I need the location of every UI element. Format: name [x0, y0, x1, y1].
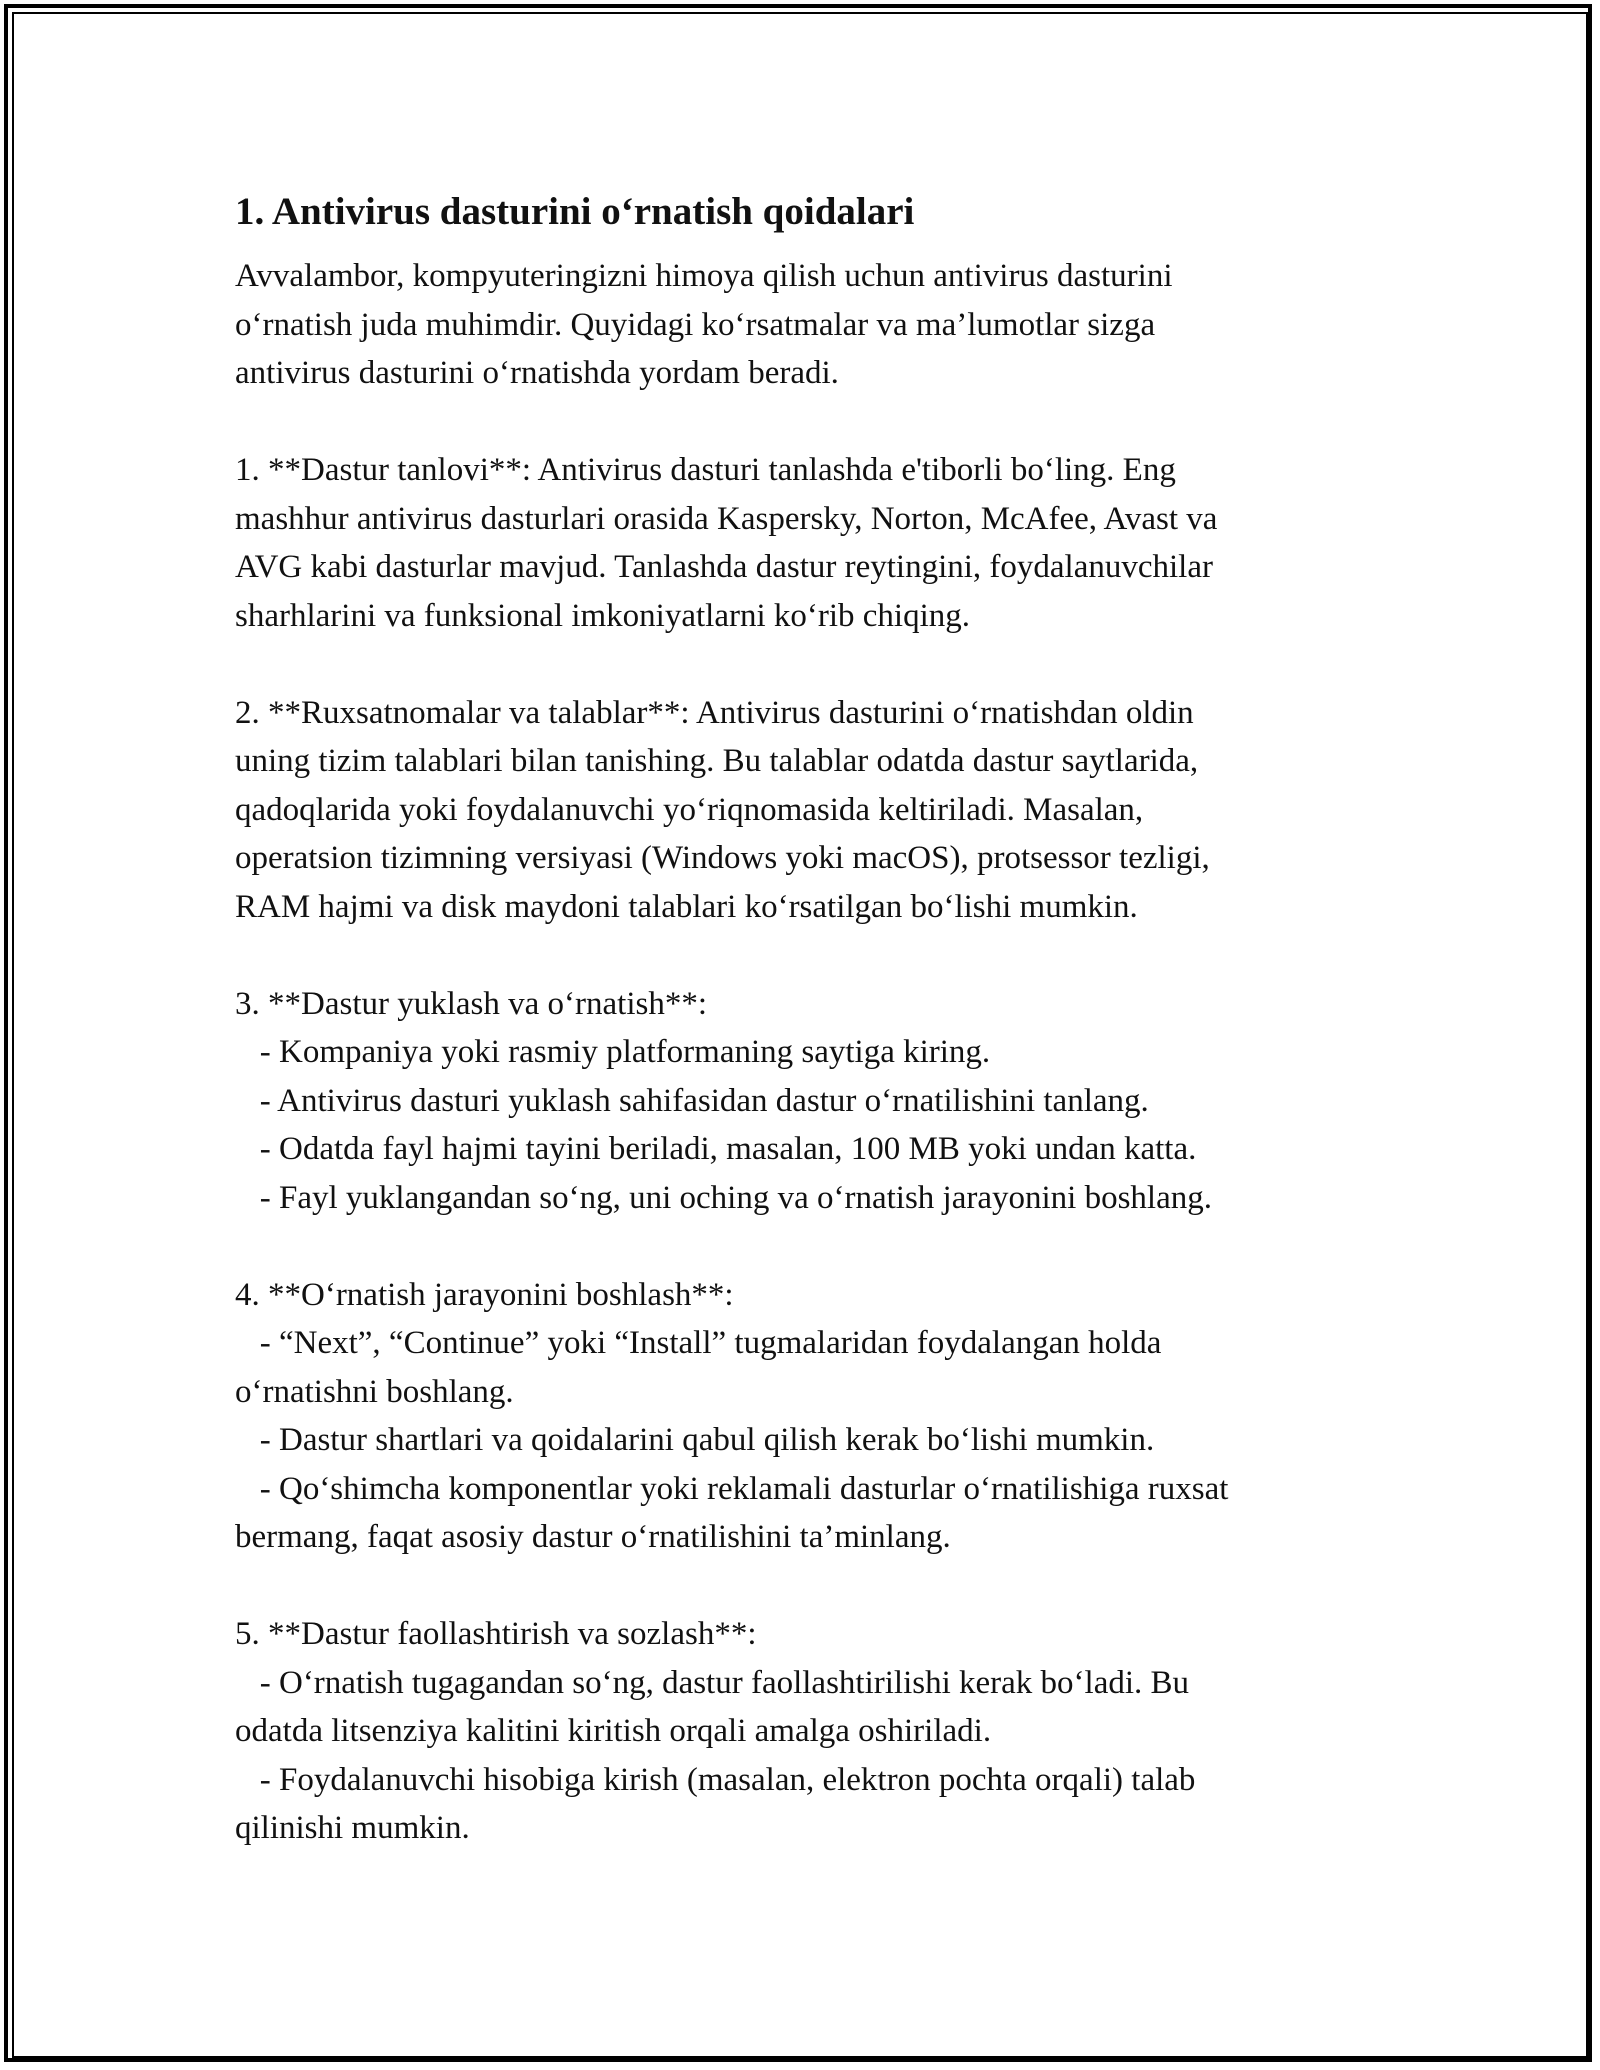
text-line: - Antivirus dasturi yuklash sahifasidan dastur o‘rnatilishini tanlang. [235, 1082, 1149, 1119]
blank-line [235, 931, 1365, 980]
text-line: RAM hajmi va disk maydoni talablari ko‘rsatilgan bo‘lishi mumkin. [235, 888, 1138, 925]
text-line: qadoqlarida yoki foydalanuvchi yo‘riqnomasida keltiriladi. Masalan, [235, 791, 1144, 828]
text-line: - Dastur shartlari va qoidalarini qabul qilish kerak bo‘lishi mumkin. [235, 1422, 1155, 1458]
text-line: odatda litsenziya kalitini kiritish orqali amalga oshiriladi. [235, 1713, 992, 1749]
text-line: Avvalambor, kompyuteringizni himoya qilish uchun antivirus dasturini [235, 258, 1173, 294]
text-line: - O‘rnatish tugagandan so‘ng, dastur faollashtirilishi kerak bo‘ladi. Bu [235, 1664, 1190, 1701]
text-line: uning tizim talablari bilan tanishing. Bu talablar odatda dastur saytlarida, [235, 743, 1199, 779]
text-line: 2. **Ruxsatnomalar va talablar**: Antivirus dasturini o‘rnatishdan oldin [235, 694, 1194, 731]
text-line: o‘rnatishni boshlang. [235, 1373, 514, 1410]
blank-line [235, 1222, 1365, 1271]
text-line: bermang, faqat asosiy dastur o‘rnatilishini ta’minlang. [235, 1519, 951, 1555]
text-line: - Kompaniya yoki rasmiy platformaning saytiga kiring. [235, 1034, 991, 1070]
text-line: 3. **Dastur yuklash va o‘rnatish**: [235, 985, 708, 1022]
text-line: 1. **Dastur tanlovi**: Antivirus dasturi tanlashda e'tiborli bo‘ling. Eng [235, 452, 1176, 488]
text-line: o‘rnatish juda muhimdir. Quyidagi ko‘rsatmalar va ma’lumotlar sizga [235, 306, 1156, 343]
text-line: 4. **O‘rnatish jarayonini boshlash**: [235, 1276, 734, 1313]
text-line: - Fayl yuklangandan so‘ng, uni oching va o‘rnatish jarayonini boshlang. [235, 1179, 1212, 1216]
text-line: 5. **Dastur faollashtirish va sozlash**: [235, 1616, 757, 1652]
blank-line [235, 640, 1365, 689]
text-line: - “Next”, “Continue” yoki “Install” tugmalaridan foydalangan holda [235, 1325, 1162, 1361]
text-line: - Qo‘shimcha komponentlar yoki reklamali dasturlar o‘rnatilishiga ruxsat [235, 1470, 1229, 1507]
text-line: - Odatda fayl hajmi tayini beriladi, masalan, 100 MB yoki undan katta. [235, 1131, 1197, 1167]
blank-line [235, 398, 1365, 447]
text-line: mashhur antivirus dasturlari orasida Kaspersky, Norton, McAfee, Avast va [235, 500, 1218, 537]
document-title: 1. Antivirus dasturini o‘rnatish qoidalari [235, 190, 915, 233]
document-body [235, 186, 1365, 1853]
text-line: qilinishi mumkin. [235, 1810, 470, 1846]
text-line: - Foydalanuvchi hisobiga kirish (masalan, elektron pochta orqali) talab [235, 1761, 1196, 1798]
text-line: operatsion tizimning versiyasi (Windows yoki macOS), protsessor tezligi, [235, 840, 1210, 876]
text-line: antivirus dasturini o‘rnatishda yordam beradi. [235, 355, 839, 391]
text-line: AVG kabi dasturlar mavjud. Tanlashda dastur reytingini, foydalanuvchilar [235, 549, 1213, 585]
text-line: sharhlarini va funksional imkoniyatlarni ko‘rib chiqing. [235, 597, 971, 634]
blank-line [235, 1562, 1365, 1611]
